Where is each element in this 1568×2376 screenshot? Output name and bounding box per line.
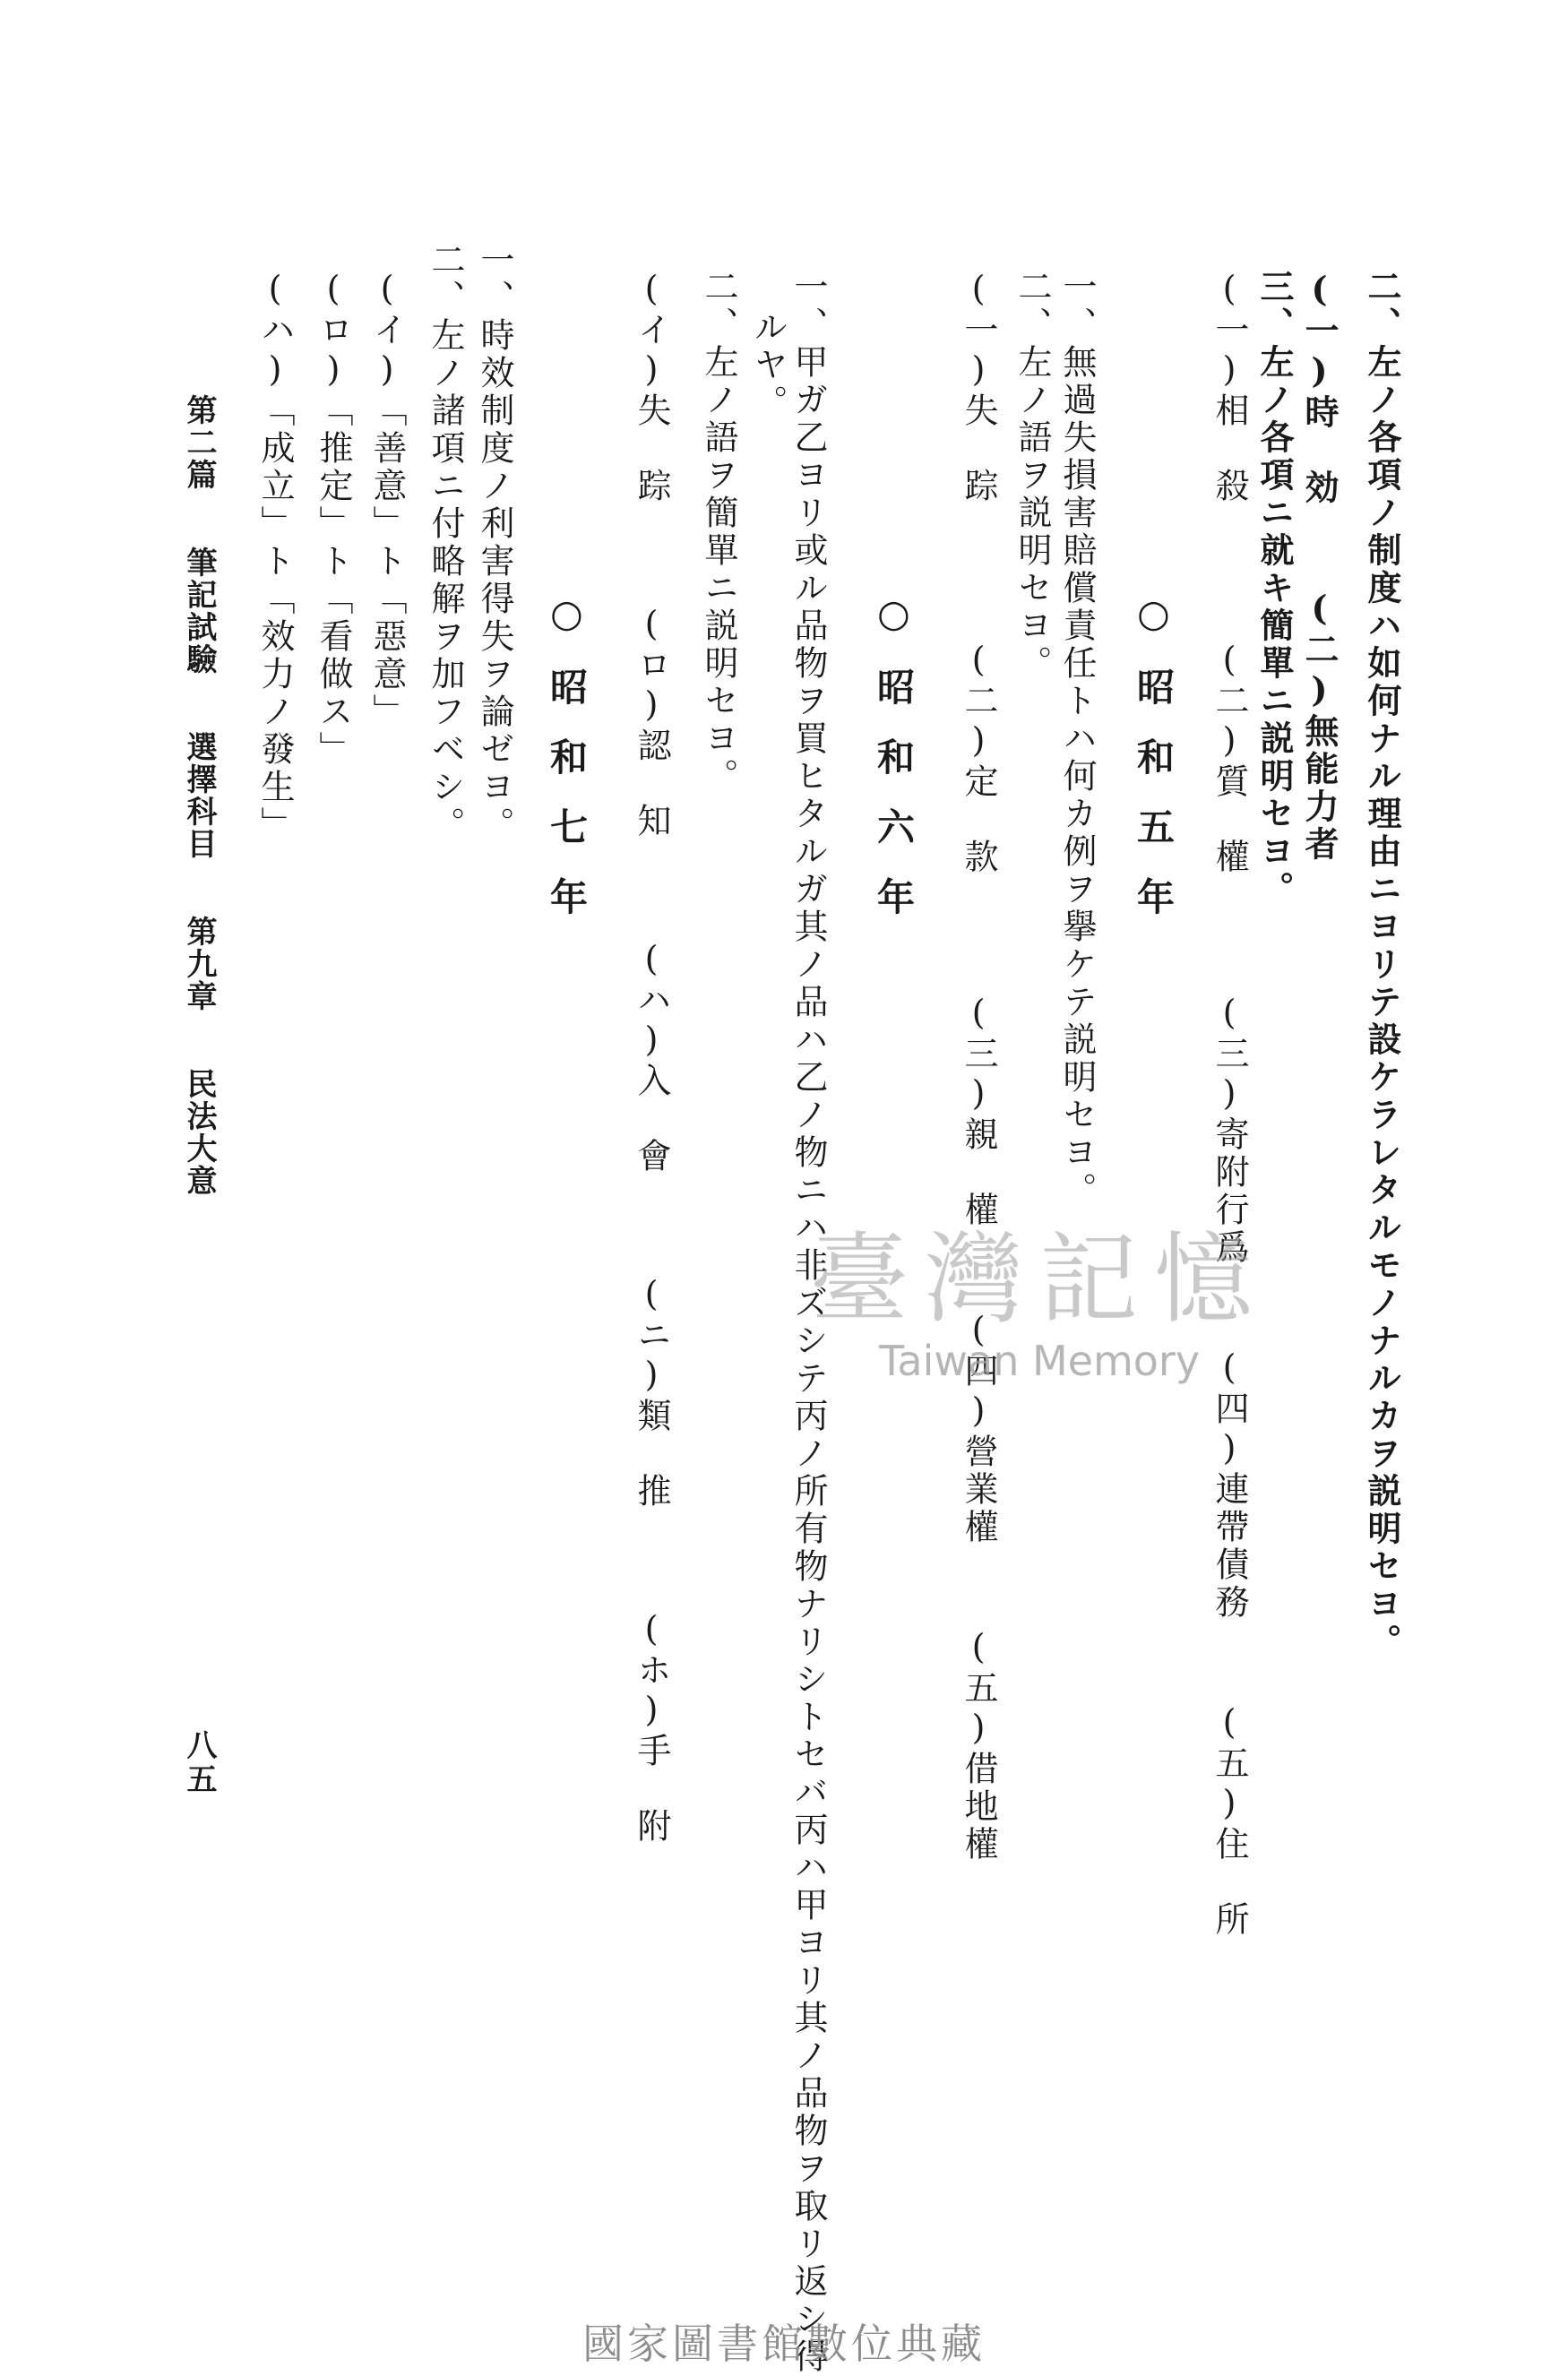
year-heading-7: ○昭和七年: [545, 591, 589, 947]
y6-item-5: (ホ)手 附: [632, 1609, 671, 1846]
year-heading-6: ○昭和六年: [872, 591, 916, 947]
y5-item-4: (四)營業權: [959, 1310, 998, 1546]
running-footer: [179, 394, 219, 1253]
y5-item-5: (五)借地權: [959, 1627, 998, 1864]
footer-part: 第二篇: [181, 394, 217, 491]
year-heading-5: ○昭和五年: [1132, 591, 1176, 947]
q2-item-2: (二)無能力者: [1299, 588, 1340, 864]
y7-q2: 二、左ノ諸項ニ付略解ヲ加フベシ。: [426, 242, 465, 844]
y6-item-2: (ロ)認 知: [632, 604, 671, 840]
y7-item-2: (ロ)「推定」ト「看做ス」: [314, 269, 353, 769]
y7-item-1: (イ)「善意」ト「惡意」: [367, 269, 407, 731]
y5-q1: 一、無過失損害賠償責任トハ何カ例ヲ擧ケテ説明セヨ。: [1057, 269, 1097, 1210]
y7-item-3: (ハ)「成立」ト「效力ノ發生」: [255, 269, 295, 844]
footer-chapter: 第九章: [181, 916, 217, 1012]
q3-item-5: (五)住 所: [1210, 1702, 1249, 1939]
q3-item-1: (一)相 殺: [1210, 269, 1249, 505]
watermark-cjk: 臺灣記憶: [810, 1222, 1269, 1337]
footer-chapter-title: 民法大意: [181, 1068, 217, 1197]
y5-q2: 二、左ノ語ヲ説明セヨ。: [1012, 269, 1052, 683]
watermark-en: Taiwan Memory: [878, 1337, 1201, 1385]
y5-item-3: (三)親 權: [959, 993, 998, 1229]
footer-subject: 選擇科目: [181, 731, 217, 860]
y6-q1-line2: ルヤ。: [748, 309, 788, 422]
y6-item-1: (イ)失 踪: [632, 269, 671, 505]
y6-q1-line1: 一、甲ガ乙ヨリ或ル品物ヲ買ヒタルガ其ノ品ハ乙ノ物ニハ非ズシテ丙ノ所有物ナリシトセバ丙ハ甲ヨリ其ノ品物ヲ取リ返シ得: [788, 269, 828, 2376]
page-number: 八五: [181, 1729, 217, 1797]
q2-intro: 二、左ノ各項ノ制度ハ如何ナル理由ニヨリテ設ケラレタルモノナルカヲ説明セヨ。: [1362, 269, 1402, 1661]
y6-item-4: (ニ)類 推: [632, 1274, 671, 1511]
q2-items: [1299, 269, 1339, 864]
y6-q2: 二、左ノ語ヲ簡單ニ説明セヨ。: [699, 269, 738, 796]
q3-item-3: (三)寄附行爲: [1210, 993, 1249, 1267]
y5-item-2: (二)定 款: [959, 640, 998, 876]
y7-q1: 一、時效制度ノ利害得失ヲ論ゼヨ。: [475, 242, 514, 844]
y5-items: [959, 269, 998, 1864]
q3-intro: 三、左ノ各項ニ就キ簡單ニ説明セヨ。: [1254, 269, 1295, 908]
q3-items: [1210, 269, 1249, 1939]
y5-item-1: (一)失 踪: [959, 269, 998, 505]
library-footer: 國家圖書館數位典藏: [582, 2320, 986, 2368]
q3-item-4: (四)連帶債務: [1210, 1347, 1249, 1622]
y6-item-3: (ハ)入 會: [632, 939, 671, 1175]
footer-title: 筆記試驗: [181, 547, 217, 676]
q3-item-2: (二)質 權: [1210, 640, 1249, 876]
q2-item-1: (一)時 効: [1299, 269, 1340, 507]
y6-items: [632, 269, 671, 1846]
